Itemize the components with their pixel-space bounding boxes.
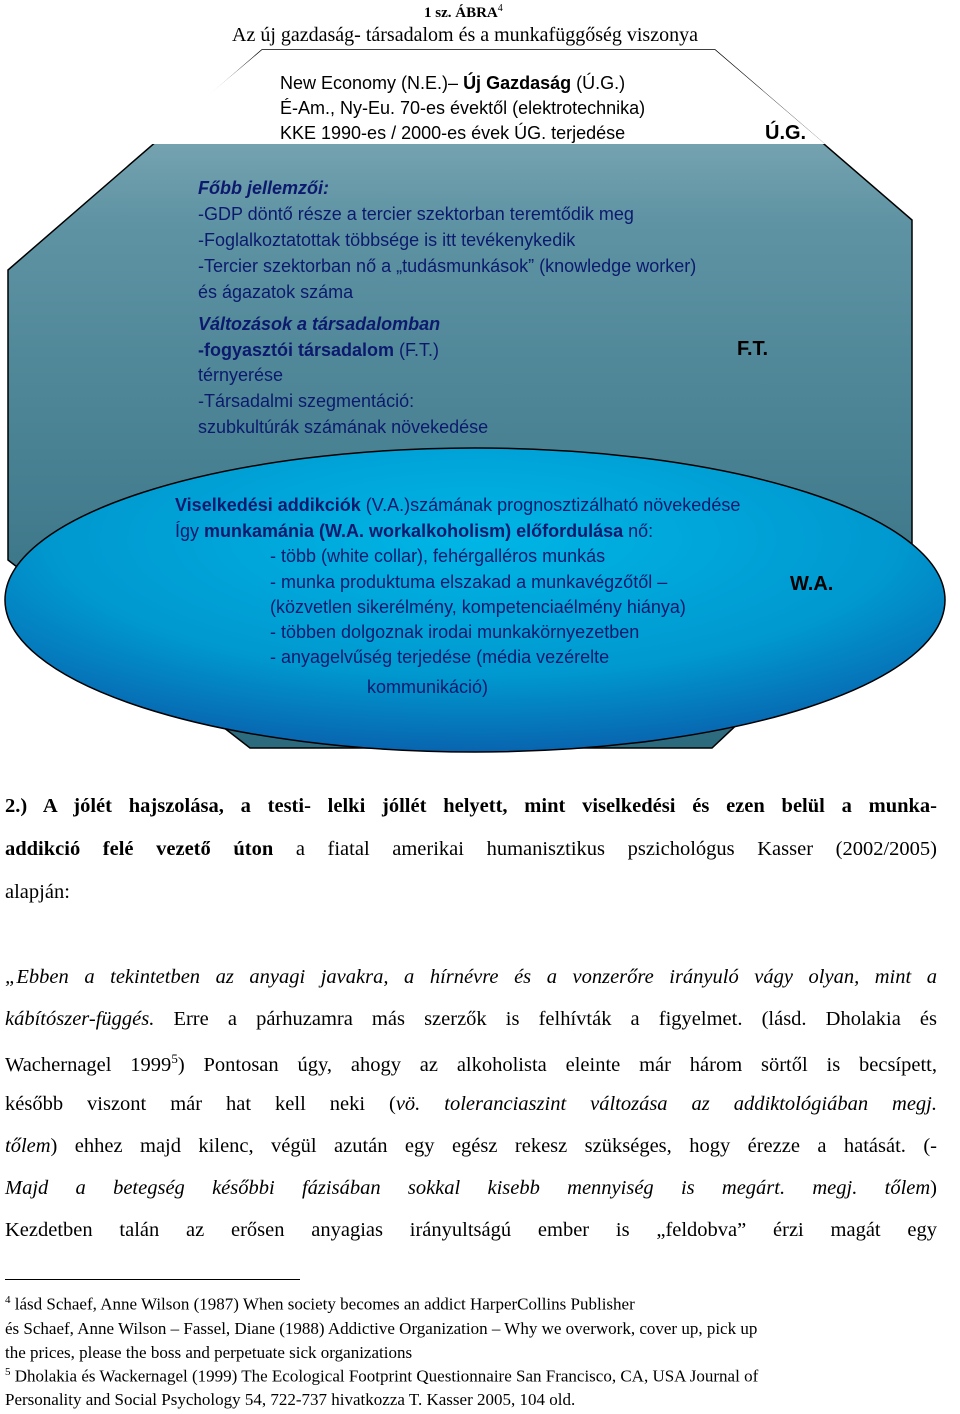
footnote-4-line-1 — [5, 1294, 635, 1315]
footnote-separator — [5, 1279, 300, 1280]
bottom-line-6: - többen dolgoznak irodai munkakörnyezetben — [270, 622, 640, 642]
bottom-line-5: (közvetlen sikerélmény, kompetenciaélmény hiánya) — [270, 597, 686, 617]
p2-line-5-rest: ) ehhez majd kilenc, végül azután egy egész rekesz szükséges, hogy érezze a hatását. (- — [50, 1135, 937, 1157]
top-line-3: KKE 1990-es / 2000-es évek ÚG. terjedése — [280, 123, 626, 143]
figure-subtitle: Az új gazdaság- társadalom és a munkafüggőség viszonya — [232, 24, 698, 46]
bottom-line-1-a: Viselkedési addikciók — [175, 495, 361, 515]
middle-line-3: -Tercier szektorban nő a „tudásmunkások” (knowledge worker) — [198, 256, 697, 276]
middle-line-1: -GDP döntő része a tercier szektorban teremtődik meg — [198, 204, 634, 224]
middle-heading-2: Változások a társadalomban — [198, 314, 441, 334]
p2-line-3 — [5, 1051, 937, 1077]
bottom-tag: W.A. — [790, 573, 834, 595]
bottom-line-3: - több (white collar), fehérgalléros munkás — [270, 546, 606, 566]
p2-line-6-end: ) — [930, 1177, 937, 1199]
bottom-line-4: - munka produktuma elszakad a munkavégzőtől – — [270, 572, 668, 592]
p2-line-2 — [5, 1008, 937, 1031]
top-line-1-a: New Economy (N.E.)– — [280, 73, 464, 93]
footnote-4-number: 4 — [5, 1294, 11, 1306]
footnote-4-text-1: lásd Schaef, Anne Wilson (1987) When society becomes an addict HarperCollins Publisher — [10, 1294, 635, 1314]
p2-line-4-a: később viszont már hat kell neki ( — [5, 1093, 396, 1115]
bottom-line-1 — [175, 495, 740, 516]
top-line-1-c: (Ú.G.) — [571, 73, 626, 93]
middle-tag: F.T. — [737, 338, 769, 360]
top-tag: Ú.G. — [765, 122, 807, 144]
p2-line-4 — [5, 1093, 937, 1116]
middle-line-2: -Foglalkoztatottak többsége is itt tevékenykedik — [198, 230, 576, 250]
middle-line-7: -Társadalmi szegmentáció: — [198, 391, 415, 411]
p2-line-7: Kezdetben talán az erősen anyagias irányultságú ember is „feldobva” érzi magát egy — [5, 1219, 937, 1241]
middle-line-4: és ágazatok száma — [198, 282, 354, 302]
middle-line-5-b: (F.T.) — [394, 340, 440, 360]
p1-line-2 — [5, 838, 937, 861]
top-line-2: É-Am., Ny-Eu. 70-es évektől (elektrotechnika) — [280, 98, 646, 118]
p2-line-2-italic: kábítószer-függés. — [5, 1008, 155, 1030]
p2-line-6-italic: Majd a betegség későbbi fázisában sokkal kisebb mennyiség is megárt. megj. tőlem — [5, 1177, 931, 1199]
figure-label — [424, 3, 503, 22]
footnote-5-line-2: Personality and Social Psychology 54, 722-737 hivatkozza T. Kasser 2005, 104 old. — [5, 1390, 576, 1409]
bottom-line-2 — [175, 521, 653, 542]
footnote-4-line-3: the prices, please the boss and perpetuate sick organizations — [5, 1343, 413, 1362]
bottom-line-7: - anyagelvűség terjedése (média vezérelte — [270, 647, 610, 667]
footnote-5-text-1: Dholakia és Wackernagel (1999) The Ecological Footprint Questionnaire San Francisco, CA, USA Journal of — [10, 1366, 759, 1386]
top-line-1-b: Új Gazdaság — [463, 73, 572, 93]
bottom-line-8: kommunikáció) — [367, 677, 489, 697]
p1-line-3: alapján: — [5, 881, 70, 903]
middle-line-8: szubkultúrák számának növekedése — [198, 417, 489, 437]
footnote-ref-5: 5 — [171, 1051, 178, 1066]
p2-line-6 — [5, 1177, 937, 1200]
middle-line-6: térnyerése — [198, 365, 284, 385]
middle-heading: Főbb jellemzői: — [198, 178, 330, 198]
p2-line-5 — [5, 1135, 937, 1158]
p2-line-1: „Ebben a tekintetben az anyagi javakra, a hírnévre és a vonzerőre irányuló vágy olyan, mint a — [5, 966, 937, 988]
p2-line-5-italic: tőlem — [5, 1135, 51, 1157]
bottom-line-2-c: nő: — [623, 521, 654, 541]
p1-line-1: 2.) A jólét hajszolása, a testi- lelki jóllét helyett, mint viselkedési és ezen belül a munka- — [5, 795, 937, 817]
footnote-5-line-1 — [5, 1366, 758, 1387]
footnote-4-line-2: és Schaef, Anne Wilson – Fassel, Diane (1988) Addictive Organization – Why we overwork, cover up, pick up — [5, 1319, 758, 1338]
bottom-line-2-b: munkamánia (W.A. workalkoholism) előfordulása — [204, 521, 624, 541]
bottom-line-2-a: Így — [175, 521, 205, 541]
bottom-line-1-b: (V.A.)számának prognosztizálható növekedése — [360, 495, 741, 515]
p1-line-2-rest: a fiatal amerikai humanisztikus pszichológus Kasser (2002/2005) — [273, 838, 937, 860]
middle-line-5-a: -fogyasztói társadalom — [198, 340, 395, 360]
p2-line-3-b: ) Pontosan úgy, ahogy az alkoholista eleinte már három sörtől is becsípett, — [177, 1053, 937, 1076]
p2-line-2-rest: Erre a párhuzamra más szerzők is felhívták a figyelmet. (lásd. Dholakia és — [154, 1008, 937, 1030]
p2-line-3-a: Wachernagel 1999 — [5, 1053, 172, 1076]
figure-label-text: 1 sz. ÁBRA — [424, 5, 498, 21]
top-line-1 — [280, 73, 625, 94]
p2-line-4-i2: toleranciaszint változása az addiktológiában megj. — [444, 1093, 938, 1115]
p2-line-4-i1: vö. — [395, 1093, 421, 1115]
footnote-5-number: 5 — [5, 1366, 11, 1378]
footnote-ref-4: 4 — [497, 3, 503, 14]
p1-line-2-bold: addikció felé vezető úton — [5, 838, 274, 860]
middle-line-5 — [198, 340, 439, 361]
